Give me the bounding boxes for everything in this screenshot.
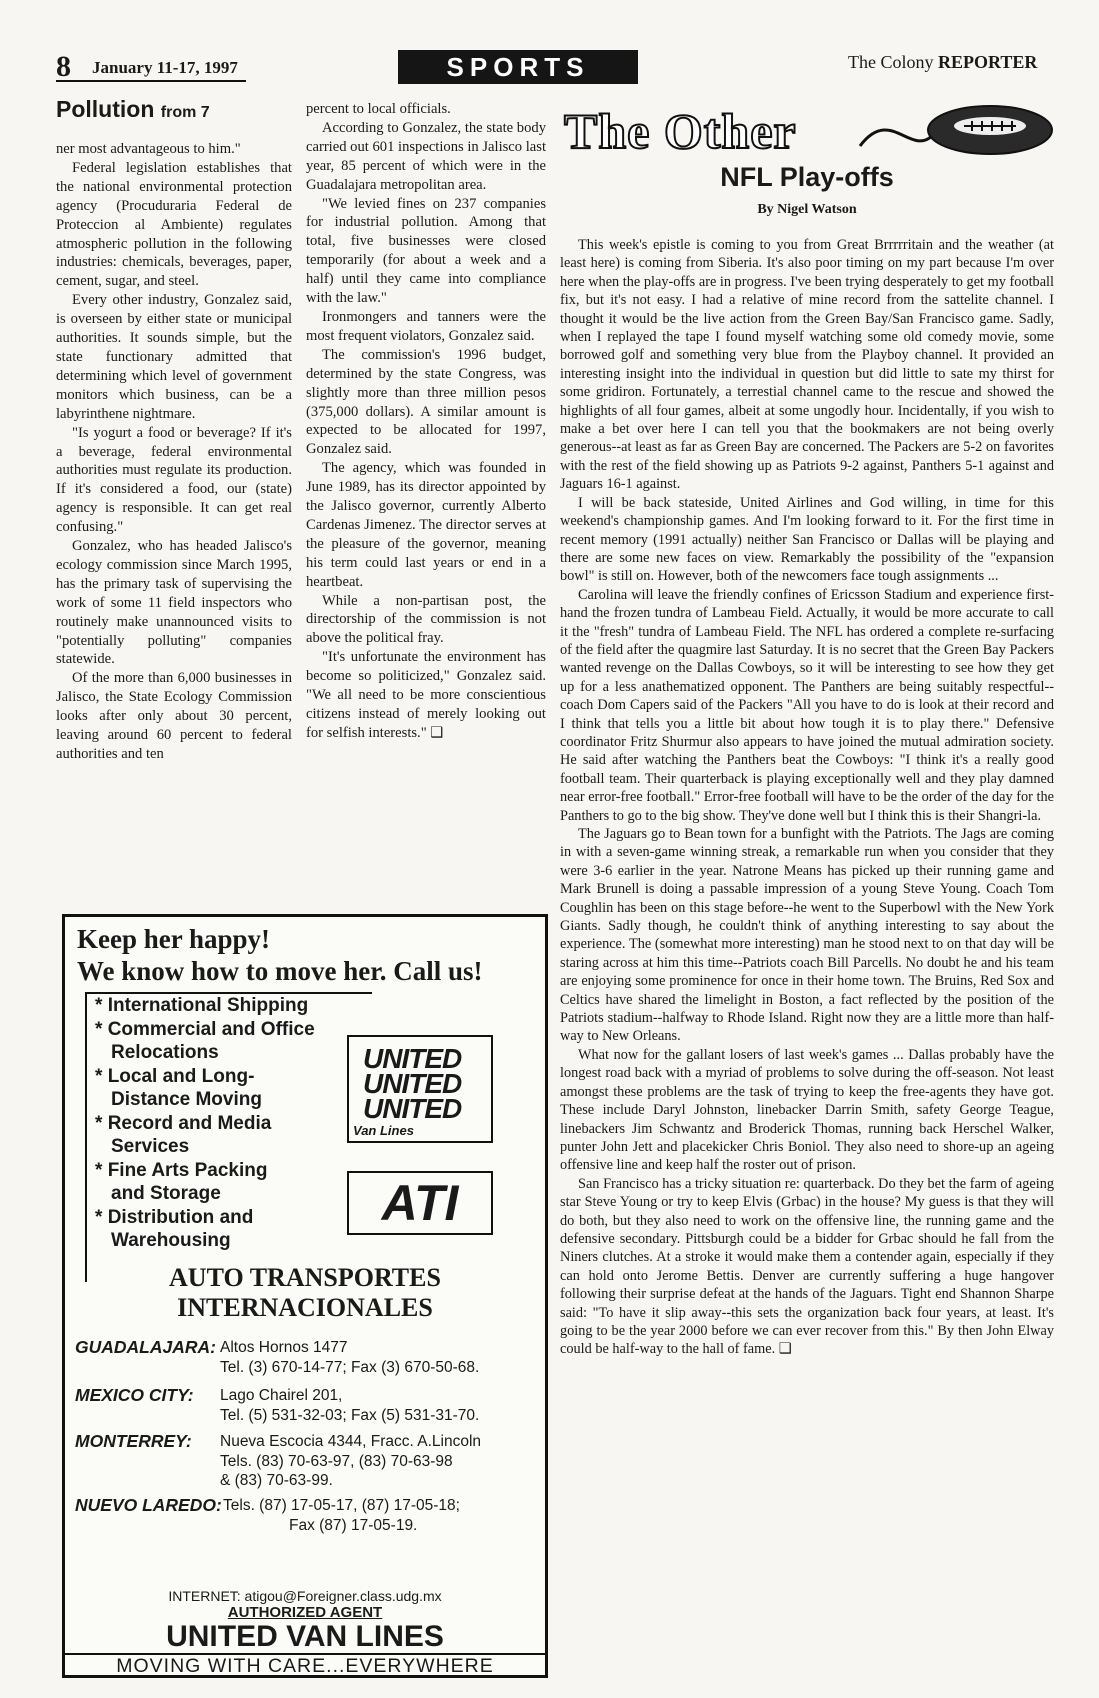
united-van-lines-title: UNITED VAN LINES [166, 1620, 444, 1653]
service-item-cont: Services [111, 1136, 190, 1157]
company-name-line-2: INTERNACIONALES [177, 1293, 433, 1322]
service-item: * Record and Media [95, 1112, 272, 1134]
service-item-cont: Distance Moving [111, 1089, 262, 1110]
paragraph: ner most advantageous to him." [56, 141, 241, 157]
internet-address: INTERNET: atigou@Foreigner.class.udg.mx [168, 1588, 442, 1604]
pollution-column-2 [306, 100, 546, 743]
nfl-column-body [560, 236, 1054, 1359]
pollution-column-1 [56, 140, 292, 764]
service-item-cont: Warehousing [111, 1230, 231, 1251]
arm-icon [860, 130, 932, 146]
united-logo-word: UNITED [363, 1043, 462, 1074]
office-city: GUADALAJARA: [75, 1337, 216, 1357]
united-logo-word: UNITED [363, 1068, 462, 1099]
united-logo-sub: Van Lines [353, 1123, 414, 1138]
paragraph: This week's epistle is coming to you from Great Brrrrritain and the weather (at least here) is coming from Siberia. It's also poor timing on my part because I'm over here when the play-offs are in progress. I've been trying desperately to get my football fix, but it's not easy. I had a relative of mine record from the sattelite channel. I thought it would be the live action from the Green Bay/San Francisco game. Sadly, when I replayed the tape I found myself watching some old comedy movie, some borrowed golf and something very blue from the Playboy channel. It provided an interesting insight into the individual in question but did little to sate my thirst for some gridiron. Fortunately, a terrestial channel came to the rescue and showed the highlights of all four games, albeit at some ungodly hour. Incidentally, if you wish to make a bet over here I can tell you that the bookmakers are not being overly generous--at least as far as Green Bay are concerned. The Packers are 5-2 on favorites with the rest of the field showing up as Patriots 9-2 against, Panthers 5-1 against and Jaguars 16-1 against. [560, 237, 1054, 493]
paragraph: The commission's 1996 budget, determined by the state Congress, was slightly more than three million pesos (375,000 dollars). A similar amount is expected to be allocated for 1997, Gonzalez said. [306, 346, 546, 458]
pollution-jump: from 7 [160, 104, 210, 121]
paragraph: Ironmongers and tanners were the most frequent violators, Gonzalez said. [306, 308, 546, 344]
company-name [65, 1263, 545, 1323]
ad-headline-1: Keep her happy! [77, 924, 271, 954]
paragraph: Carolina will leave the friendly confines of Ericsson Stadium and experience first-hand the frozen tundra of Lambeau Field. Actually, it would be more accurate to call it the "fresh" tundra of Lambeau Field. The NFL has ordered a complete re-surfacing of the field after the quagmire last Saturday. It is no secret that the Green Bay Packers wanted revenge on the Dallas Cowboys, so it will be interesting to see how they get up for a less anathematized opponent. The Panthers are being suitably respectful--coach Dom Capers said of the Packers "All you have to do is look at their record and I think that tells you a little bit about how tough it is to play there." Defensive coordinator Fritz Shurmur also appears to have joined the mutual admiration society. He said after watching the Panthers beat the Cowboys: "I think it's a really good football team. Their quarterback is playing exceptionally well and they play damned near error-free football." Error-free football will have to be the order of the day for the Panthers to go to the big show. They've done well but I think this is their Shangri-la. [560, 586, 1054, 824]
paragraph: While a non-partisan post, the directorship of the commission is not above the political fray. [306, 592, 546, 647]
company-name-line-1: AUTO TRANSPORTES [169, 1263, 441, 1292]
page-number: 8 [56, 50, 71, 83]
paragraph: I will be back stateside, United Airlines and God willing, in time for this weekend's championship games. And I'm looking forward to it. For the first time in recent memory (1991 actually) neither San Francisco or Dallas will be playing and there are some new faces on view. Remarkably the possibility of the "expansion bowl" is still on. However, both of the newcomers face tough assignments ... [560, 494, 1054, 585]
paragraph: According to Gonzalez, the state body carried out 601 inspections in Jalisco last year, 85 percent of which were in the Guadalajara metropolitan area. [306, 119, 546, 193]
masthead-prefix: The Colony [848, 52, 934, 72]
office-city: MONTERREY: [75, 1431, 192, 1451]
service-item: * Commercial and Office [95, 1018, 315, 1040]
united-van-lines-logo [347, 1035, 493, 1143]
paragraph: Gonzalez, who has headed Jalisco's ecology commission since March 1995, has the primary task of supervising the work of some 11 field inspectors who routinely make unannounced visits to "potentially polluting" companies statewide. [56, 538, 292, 668]
office-address: Altos Hornos 1477 Tel. (3) 670-14-77; Fax (3) 670-50-68. [220, 1339, 480, 1376]
byline: By Nigel Watson [757, 202, 857, 217]
header-rule [56, 80, 246, 82]
ad-headline-2: We know how to move her. Call us! [77, 956, 483, 986]
paragraph: percent to local officials. [306, 101, 451, 117]
moving-advertisement [62, 914, 548, 1678]
football-icon [928, 106, 1052, 154]
paragraph: San Francisco has a tricky situation re: quarterback. Do they bet the farm of ageing star Steve Young or try to keep Elvis (Grbac) in the house? My guess is that they will do both, but they also need to work on the offensive line, the running game and the defensive secondary. Pittsburgh could be a bidder for Grbac should he fall from the Niners clutches. At a stroke it would make them a contender again, especially if they can hold onto Jerome Bettis. Denver are currently suffering a huge hangover following their surprise defeat at the hands of the Jaguars. Tight end Shannon Sharpe said: "To have it slip away--this sets the organization back four years, at least. It's going to be the year 2000 before we can ever recover from this." By then John Elway could be half-way to the hall of fame. ❑ [560, 1175, 1054, 1358]
paragraph: Federal legislation establishes that the national environmental protection agency (Procuduraria Federal de Proteccion al Ambiente) regulates atmospheric pollution in the following industries: chemicals, beverages, paper, cement, sugar, and steel. [56, 159, 292, 290]
paragraph: The agency, which was founded in June 1989, has its director appointed by the Jalisco governor, currently Alberto Cardenas Jimenez. The director serves at the pleasure of the governor, meaning his term could last years or end in a heartbeat. [306, 460, 546, 590]
office-address: Lago Chairel 201, Tel. (5) 531-32-03; Fax (5) 531-31-70. [220, 1387, 480, 1424]
office-city: MEXICO CITY: [75, 1385, 194, 1405]
issue-date: January 11-17, 1997 [92, 58, 238, 77]
paragraph: What now for the gallant losers of last week's games ... Dallas probably have the longest road back with a myriad of problems to solve during the off-season. Not least amongst these problems are the task of trying to keep the free-agents they have got. These include Daryl Johnston, linebacker Darrin Smith, safety George Teague, linebackers Jim Schwantz and Broderick Thomas, running back Herschel Walker, punter John Jett and placekicker Chris Boniol. They also need to shore-up an ageing offensive line and keep half the roster out of prison. [560, 1046, 1054, 1174]
section-banner: SPORTS [398, 50, 638, 84]
office-address: Tels. (87) 17-05-17, (87) 17-05-18; Fax (87) 17-05-19. [223, 1497, 460, 1534]
paragraph: "We levied fines on 237 companies for industrial pollution. Among that total, five businesses were closed temporarily (for about a week and a half) until they came into compliance with the law." [306, 195, 546, 307]
the-other-logo-text: The Other [564, 103, 797, 159]
pollution-headline [56, 96, 210, 123]
service-item-cont: and Storage [111, 1183, 221, 1204]
office-city: NUEVO LAREDO: [75, 1495, 222, 1515]
pollution-title: Pollution [56, 96, 155, 122]
ad-tagline: MOVING WITH CARE...EVERYWHERE [65, 1653, 545, 1677]
paragraph: The Jaguars go to Bean town for a bunfight with the Patriots. The Jags are coming in with a seven-game winning streak, a remarkable run when you consider that they were 3-6 earlier in the year. Natrone Means has picked up their running game and Mark Brunell is doing a passable impression of a young Steve Young. Coach Tom Coughlin has been on this stage before--he went to the Superbowl with the New York Giants. Sadly though, he couldn't think of anything interesting to say about the experience. The (somewhat more interesting) man he stood next to on that day will be staring across at him this time--Patriots coach Bill Parcells. No doubt he and his team are enjoying some prominence for once in their home town. The Bruins, Red Sox and Celtics have shared the limelight in Boston, a fact reflected by the position of the Patriots stadium--halfway to Rhode Island. Right now they are a little more than half-way to New Orleans. [560, 826, 1054, 1045]
services-list [85, 992, 372, 1282]
ati-logo: ATI [347, 1171, 493, 1235]
service-item: * Fine Arts Packing [95, 1159, 268, 1181]
paragraph: "It's unfortunate the environment has become so politicized," Gonzalez said. "We all need to be more conscientious citizens instead of merely looking out for selfish interests." ❑ [306, 649, 546, 741]
office-address: Nueva Escocia 4344, Fracc. A.Lincoln Tels. (83) 70-63-97, (83) 70-63-98 & (83) 70-63-99. [220, 1433, 482, 1489]
service-item-cont: Relocations [111, 1042, 219, 1063]
service-item: * Local and Long- [95, 1065, 255, 1087]
service-item: * Distribution and [95, 1206, 254, 1228]
authorized-agent: AUTHORIZED AGENT [227, 1604, 383, 1621]
paragraph: Every other industry, Gonzalez said, is overseen by either state or municipal authorities. It sounds simple, but the state functionary admitted that determining which level of government monitors which business, can be a labyrinthene nightmare. [56, 292, 292, 422]
ad-headline [77, 923, 483, 987]
the-other-logo [560, 96, 1056, 168]
united-logo-word: UNITED [363, 1093, 462, 1124]
masthead-name: REPORTER [938, 52, 1038, 72]
column-title: NFL Play-offs [720, 162, 894, 192]
paragraph: Of the more than 6,000 businesses in Jalisco, the State Ecology Commission looks after only about 30 percent, leaving around 60 percent to federal authorities and ten [56, 670, 292, 762]
masthead [848, 52, 1037, 73]
service-item: * International Shipping [95, 995, 309, 1016]
paragraph: "Is yogurt a food or beverage? If it's a beverage, federal environmental authorities must regulate its production. If it's considered a food, our (state) agency is responsible. It can get real confusing." [56, 424, 292, 536]
